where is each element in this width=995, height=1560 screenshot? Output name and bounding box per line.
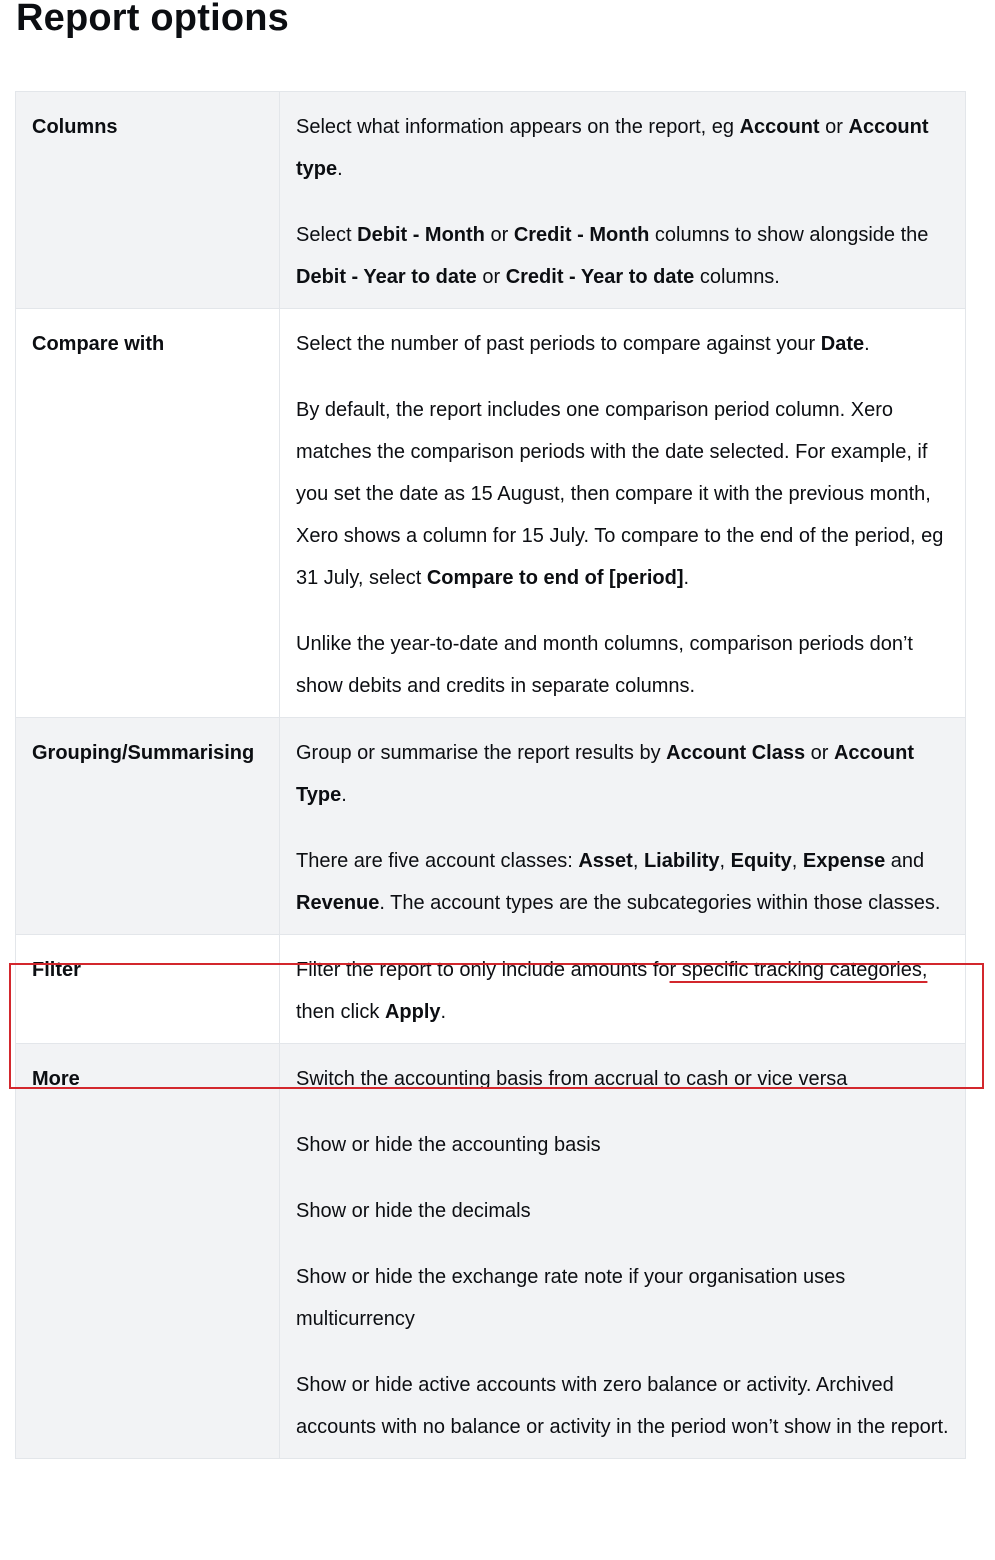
description-paragraph: Unlike the year-to-date and month columns, comparison periods don’t show debits and credits in separate columns. bbox=[296, 633, 913, 697]
table-row-filter bbox=[16, 935, 966, 1044]
description-paragraph: Select what information appears on the report, eg Account or Account type. bbox=[296, 116, 929, 180]
row-description-grouping bbox=[280, 718, 966, 935]
table-row-columns bbox=[16, 92, 966, 309]
table-row-more bbox=[16, 1044, 966, 1459]
description-paragraph: There are five account classes: Asset, Liability, Equity, Expense and Revenue. The account types are the subcategories within those classes. bbox=[296, 850, 941, 914]
table-row-compare-with bbox=[16, 309, 966, 718]
description-paragraph: By default, the report includes one comparison period column. Xero matches the comparison periods with the date selected. For example, if you set the date as 15 August, then compare it with the previous month, Xero shows a column for 15 July. To compare to the end of the period, eg 31 July, select Compare to end of [period]. bbox=[296, 399, 944, 589]
row-description-columns bbox=[280, 92, 966, 309]
row-description-filter bbox=[280, 935, 966, 1044]
row-label-columns: Columns bbox=[16, 92, 280, 309]
list-item: Show or hide the accounting basis bbox=[296, 1134, 601, 1156]
report-options-table bbox=[15, 91, 966, 1459]
row-description-compare-with bbox=[280, 309, 966, 718]
description-paragraph: Group or summarise the report results by Account Class or Account Type. bbox=[296, 742, 914, 806]
row-label-compare-with: Compare with bbox=[16, 309, 280, 718]
list-item: Show or hide the decimals bbox=[296, 1200, 531, 1222]
description-paragraph: Select the number of past periods to compare against your Date. bbox=[296, 333, 870, 355]
description-paragraph: Select Debit - Month or Credit - Month columns to show alongside the Debit - Year to date or Credit - Year to date columns. bbox=[296, 224, 929, 288]
table-row-grouping bbox=[16, 718, 966, 935]
list-item: Switch the accounting basis from accrual to cash or vice versa bbox=[296, 1068, 848, 1090]
description-paragraph: Filter the report to only include amounts for specific tracking categories, then click Apply. bbox=[296, 959, 928, 1023]
row-label-filter: Filter bbox=[16, 935, 280, 1044]
row-label-grouping: Grouping/Summarising bbox=[16, 718, 280, 935]
annotation-underline: r specific tracking categories, bbox=[669, 959, 928, 981]
row-description-more bbox=[280, 1044, 966, 1459]
list-item: Show or hide the exchange rate note if your organisation uses multicurrency bbox=[296, 1266, 846, 1330]
page-title: Report options bbox=[16, 0, 289, 39]
row-label-more: More bbox=[16, 1044, 280, 1459]
list-item: Show or hide active accounts with zero balance or activity. Archived accounts with no balance or activity in the period won’t show in the report. bbox=[296, 1374, 949, 1438]
